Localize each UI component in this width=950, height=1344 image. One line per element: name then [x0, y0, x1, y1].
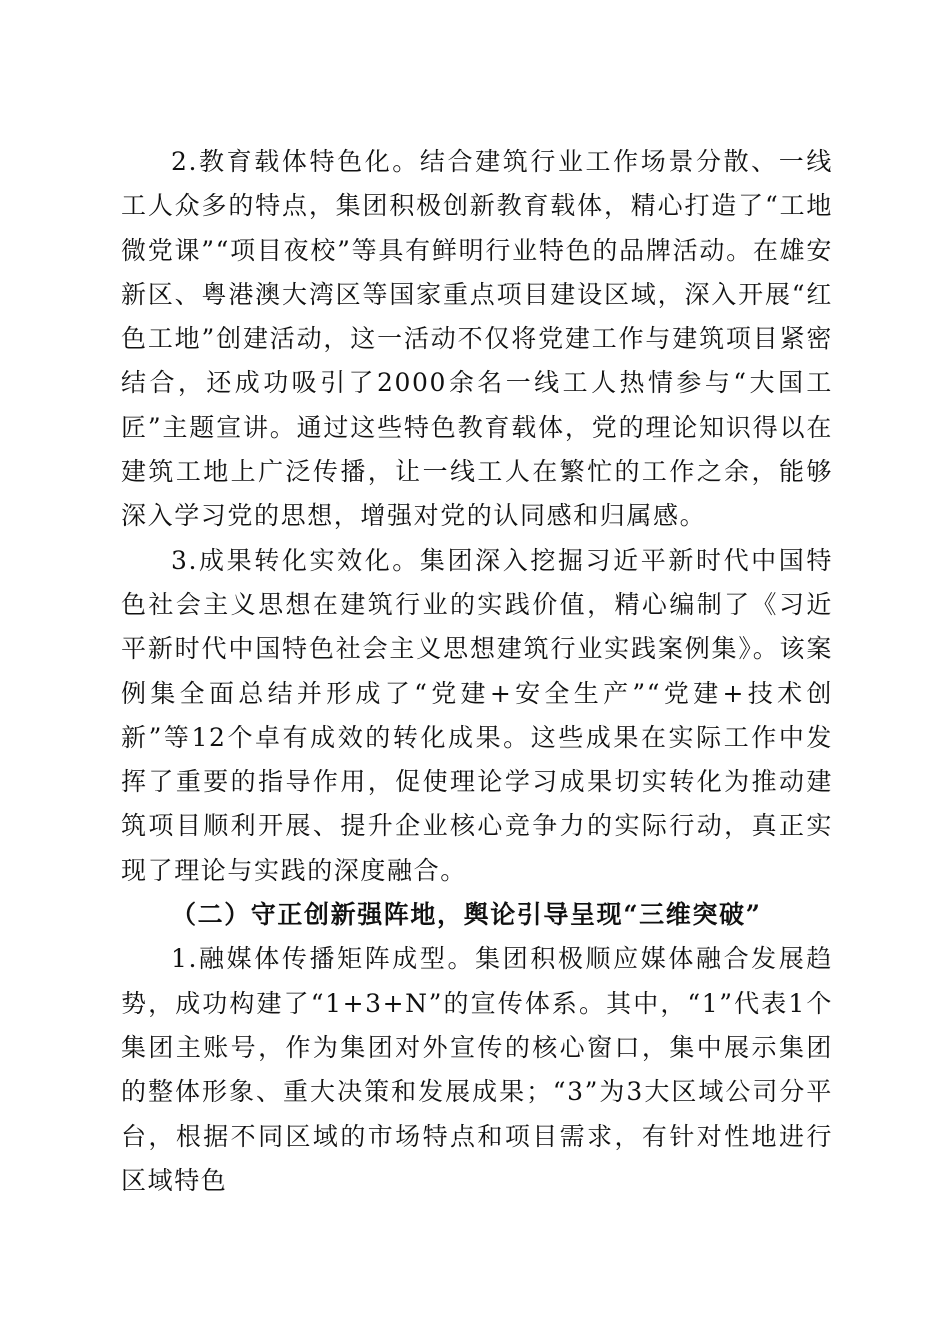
section-heading: （二）守正创新强阵地，舆论引导呈现“三维突破” [171, 900, 762, 930]
paragraph-results-transformation: 3.成果转化实效化。集团深入挖掘习近平新时代中国特色社会主义思想在建筑行业的实践价值，精心编制了《习近平新时代中国特色社会主义思想建筑行业实践案例集》。该案例集全面总结并形成了“党建+安全生产”“党建+技术创新”等12个卓有成效的转化成果。这些成果在实际工作中发挥了重要的指导作用，促使理论学习成果切实转化为推动建筑项目顺利开展、提升企业核心竞争力的实际行动，真正实现了理论与实践的深度融合。 [121, 545, 833, 885]
paragraph-education-carrier: 2.教育载体特色化。结合建筑行业工作场景分散、一线工人众多的特点，集团积极创新教育载体，精心打造了“工地微党课”“项目夜校”等具有鲜明行业特色的品牌活动。在雄安新区、粤港澳大湾区等国家重点项目建设区域，深入开展“红色工地”创建活动，这一活动不仅将党建工作与建筑项目紧密结合，还成功吸引了2000余名一线工人热情参与“大国工匠”主题宣讲。通过这些特色教育载体，党的理论知识得以在建筑工地上广泛传播，让一线工人在繁忙的工作之余，能够深入学习党的思想，增强对党的认同感和归属感。 [121, 147, 833, 531]
document-page [121, 140, 833, 1203]
paragraph-media-matrix: 1.融媒体传播矩阵成型。集团积极顺应媒体融合发展趋势，成功构建了“1+3+N”的宣传体系。其中，“1”代表1个集团主账号，作为集团对外宣传的核心窗口，集中展示集团的整体形象、重大决策和发展成果；“3”为3大区域公司分平台，根据不同区域的市场特点和项目需求，有针对性地进行区域特色 [121, 944, 833, 1195]
